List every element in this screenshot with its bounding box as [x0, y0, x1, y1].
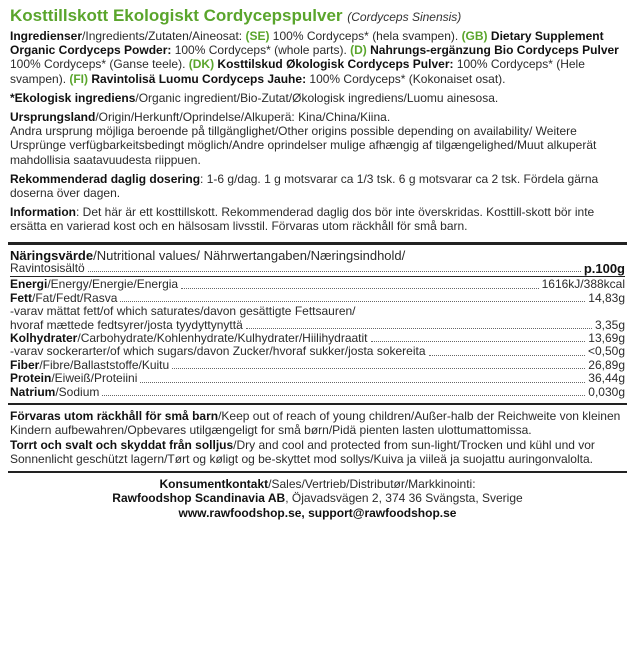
storage-dry-label: Torrt och svalt och skyddat från solljus	[10, 437, 234, 452]
nutrition-header-label: Näringsvärde	[10, 247, 94, 263]
storage-kids	[10, 409, 625, 437]
nutrition-row-protein	[10, 372, 625, 385]
organic-note	[10, 91, 625, 105]
origin-text: /Origin/Herkunft/Oprindelse/Alkuperä: Kina/China/Kiina.	[95, 110, 391, 125]
nutrient-translations: -varav mättat fett/of which saturates/davon gesättigte Fettsauren/	[10, 304, 356, 319]
storage-dry	[10, 438, 625, 466]
ingredients-se: 100% Cordyceps* (hela svampen).	[269, 29, 462, 43]
nutrition-row-saturates-2	[10, 319, 625, 332]
contact-label-rest: /Sales/Vertrieb/Distributør/Markkinointi:	[268, 476, 476, 491]
nutrition-row-saturates-1	[10, 305, 625, 318]
nutrition-table	[10, 249, 625, 399]
nutrition-row-energy	[10, 278, 625, 291]
divider	[8, 471, 627, 473]
company-name: Rawfoodshop Scandinavia AB	[112, 491, 286, 506]
nutrition-row-carbs	[10, 332, 625, 345]
nutrient-value: 13,69g	[588, 331, 625, 346]
nutrient-translations: /Fibre/Ballaststoffe/Kuitu	[39, 357, 170, 372]
organic-text: /Organic ingredient/Bio-Zutat/Økologisk ingrediens/Luomu ainesosa.	[135, 90, 499, 105]
lang-tag-gb: (GB)	[461, 29, 488, 43]
ingredients-gb: 100% Cordyceps* (whole parts).	[171, 43, 351, 58]
company-address: , Öjavadsvägen 2, 374 36 Svängsta, Sverige	[285, 491, 523, 506]
nutrient-translations: /Fat/Fedt/Rasva	[32, 290, 118, 305]
product-title	[10, 6, 625, 27]
contact-block	[10, 477, 625, 521]
nutrition-header-line2	[10, 262, 625, 275]
nutrient-name: Energi	[10, 277, 48, 292]
nutrition-row-sugars	[10, 345, 625, 358]
ingredients-label: Ingredienser	[10, 29, 83, 43]
ingredients-block	[10, 29, 625, 86]
nutrient-value: 36,44g	[588, 371, 625, 386]
origin-note: Andra ursprung möjliga beroende på tillgänglighet/Other origins possible depending on availability/ Weitere Ursprünge verfügbarkeitsbedingt möglich/Andre oprindelser mulige afhængig af tilgængelighed/Muut alkuperät mahdollisia saatavuudesta riippuen.	[10, 124, 597, 167]
nutrient-name: Natrium	[10, 384, 56, 399]
nutrient-translations: hvoraf mættede fedtsyrer/josta tyydyttynyttä	[10, 317, 243, 332]
nutrient-name: Fett	[10, 290, 32, 305]
origin-label: Ursprungsland	[10, 110, 96, 125]
information-text: : Det här är ett kosttillskott. Rekommenderad daglig dos bör inte överskridas. Kosttill-skott bör inte ersätta en varierad kost och en hälsosam livsstil. Förvaras utom räckhåll för små barn.	[10, 205, 595, 234]
ingredients-fi-title: Ravintolisä Luomu Cordyceps Jauhe:	[88, 71, 307, 86]
nutrient-translations: -varav sockerarter/of which sugars/davon Zucker/hvoraf sukker/josta sokereita	[10, 344, 426, 359]
nutrient-name: Fiber	[10, 357, 40, 372]
nutrient-translations: /Carbohydrate/Kohlenhydrate/Kulhydrater/Hiilihydraatit	[77, 331, 368, 346]
ingredients-d: 100% Cordyceps* (Ganse teele).	[10, 57, 189, 72]
title-latin: (Cordyceps Sinensis)	[347, 10, 462, 24]
ingredients-label-rest: /Ingredients/Zutaten/Aineosat:	[82, 29, 246, 43]
information-label: Information	[10, 205, 76, 220]
dosage-label: Rekommenderad daglig dosering	[10, 171, 201, 186]
contact-web-email: www.rawfoodshop.se, support@rawfoodshop.se	[178, 505, 457, 520]
nutrition-header	[10, 249, 625, 262]
storage-kids-label: Förvaras utom räckhåll för små barn	[10, 409, 219, 424]
nutrition-header-rest: /Nutritional values/ Nährwertangaben/Næringsindhold/	[93, 247, 406, 263]
origin-block	[10, 110, 625, 167]
divider	[8, 403, 627, 405]
nutrition-row-fiber	[10, 359, 625, 372]
nutrient-value: 14,83g	[588, 290, 625, 305]
title-main: Kosttillskott Ekologiskt Cordycepspulver	[10, 6, 343, 25]
contact-label: Konsumentkontakt	[159, 476, 269, 491]
information-block	[10, 205, 625, 233]
nutrient-translations: /Sodium	[55, 384, 100, 399]
organic-label: *Ekologisk ingrediens	[10, 90, 136, 105]
ingredients-dk-title: Kosttilskud Økologisk Cordyceps Pulver:	[214, 57, 454, 72]
lang-tag-fi: (FI)	[69, 71, 89, 86]
nutrient-value: 1616kJ/388kcal	[541, 277, 625, 292]
storage-kids-text: /Keep out of reach of young children/Außer-halb der Reichweite von kleinen Kindern aufbewahren/Opbevares utilgængeligt for små børn/Pidä pienten lasten ulottumattomissa.	[10, 409, 621, 438]
lang-tag-dk: (DK)	[188, 57, 215, 72]
nutrient-name: Protein	[10, 371, 52, 386]
nutrient-value: 3,35g	[594, 317, 625, 332]
nutrition-per: p.100g	[583, 261, 625, 277]
nutrient-value: <0,50g	[587, 344, 625, 359]
storage-dry-text: /Dry and cool and protected from sun-light/Trocken und kühl und vor Sonnenlicht geschützt lagern/Tørt og køligt og be-skyttet mod sollys/Kuiva ja viileä ja suojattu auringonvalolta.	[10, 437, 595, 466]
dosage-text: : 1-6 g/dag. 1 g motsvarar ca 1/3 tsk. 6 g motsvarar ca 2 tsk. Fördela gärna doserna över dagen.	[10, 171, 599, 201]
lang-tag-d: (D)	[350, 43, 367, 58]
nutrition-row-sodium	[10, 386, 625, 399]
nutrition-header-line2-text: Ravintosisältö	[10, 261, 85, 276]
nutrition-row-fat	[10, 292, 625, 305]
ingredients-dk: 100% Cordyceps* (Hele svampen).	[10, 57, 585, 86]
divider	[8, 242, 627, 245]
nutrient-translations: /Eiweiß/Proteiini	[51, 371, 138, 386]
ingredients-fi: 100% Cordyceps* (Kokonaiset osat).	[306, 71, 506, 86]
nutrient-value: 0,030g	[588, 384, 625, 399]
nutrient-name: Kolhydrater	[10, 331, 78, 346]
nutrient-translations: /Energy/Energie/Energia	[47, 277, 179, 292]
ingredients-gb-title: Dietary Supplement Organic Cordyceps Powder:	[10, 29, 604, 58]
lang-tag-se: (SE)	[245, 29, 270, 43]
dosage-block	[10, 172, 625, 200]
ingredients-d-title: Nahrungs-ergänzung Bio Cordyceps Pulver	[366, 43, 619, 58]
nutrient-value: 26,89g	[588, 357, 625, 372]
